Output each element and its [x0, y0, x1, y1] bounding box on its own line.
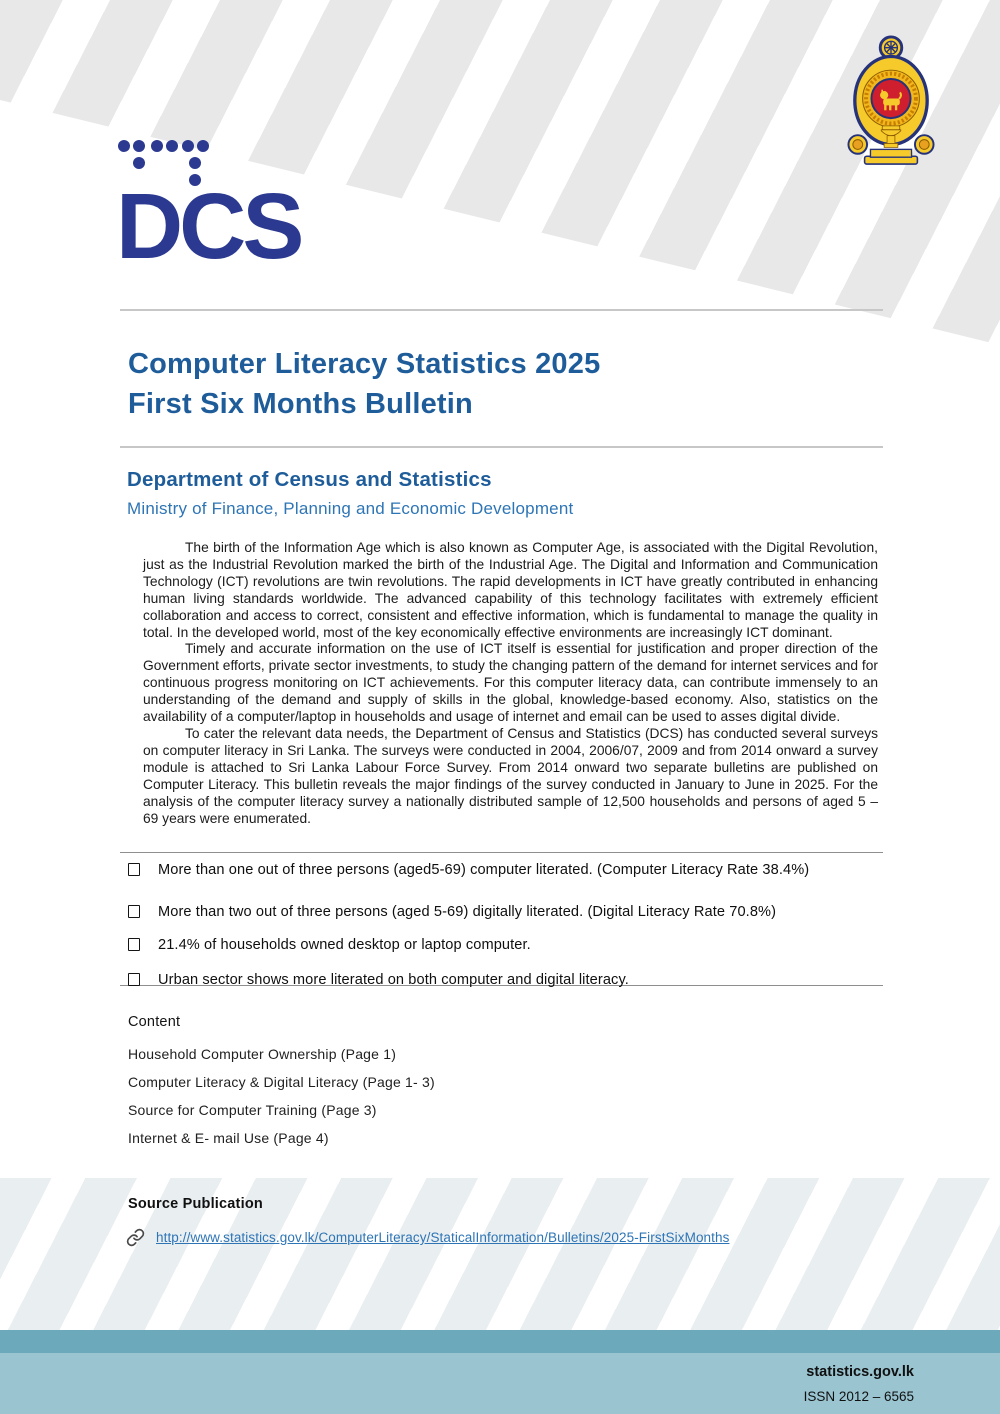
key-finding-text: 21.4% of households owned desktop or laptop computer.: [158, 937, 531, 953]
footer-light-band: [0, 1353, 1000, 1414]
key-finding-text: More than one out of three persons (aged5-69) computer literated. (Computer Literacy Rate 38.4%): [158, 862, 810, 878]
dcs-logo-text: DCS: [116, 174, 301, 278]
key-finding-text: More than two out of three persons (aged 5-69) digitally literated. (Digital Literacy Rate 70.8%): [158, 904, 777, 920]
horizontal-divider: [120, 309, 883, 311]
source-publication-link[interactable]: http://www.statistics.gov.lk/ComputerLiteracy/StaticalInformation/Bulletins/2025-FirstSixMonths: [156, 1230, 730, 1245]
key-finding-item: [128, 936, 883, 954]
open-square-checkbox-icon: [128, 973, 140, 986]
key-finding-text: Urban sector shows more literated on both computer and digital literacy.: [158, 972, 629, 988]
content-item: Source for Computer Training (Page 3): [128, 1102, 377, 1118]
page-title: [128, 344, 600, 424]
department-name: Department of Census and Statistics: [127, 468, 492, 491]
footer-dark-band: [0, 1330, 1000, 1353]
introduction-text: [143, 540, 878, 827]
open-square-checkbox-icon: [128, 863, 140, 876]
source-link-row: [126, 1228, 729, 1247]
sri-lanka-emblem-icon: [841, 34, 941, 166]
open-square-checkbox-icon: [128, 938, 140, 951]
footer-issn: ISSN 2012 – 6565: [803, 1389, 914, 1404]
horizontal-divider: [120, 446, 883, 448]
key-finding-item: [128, 903, 883, 921]
source-publication-heading: Source Publication: [128, 1196, 263, 1212]
intro-paragraph: The birth of the Information Age which is also known as Computer Age, is associated with the Digital Revolution, just as the Industrial Revolution marked the birth of the Industrial Age. The Digital and Information and Communication Technology (ICT) revolutions are twin revolutions. The rapid developments in ICT have greatly contributed in enhancing human living standards worldwide. The advanced capability of this technology facilitates with extremely efficient collaboration and access to correct, consistent and effective information, which is fundamental to manage the quality in total. In the developed world, most of the key economically effective environments are increasingly ICT dominant.: [143, 540, 878, 640]
open-square-checkbox-icon: [128, 905, 140, 918]
footer-website: statistics.gov.lk: [806, 1364, 914, 1380]
ministry-name: Ministry of Finance, Planning and Economic Development: [127, 499, 574, 518]
dcs-logo: [116, 140, 318, 278]
content-heading: Content: [128, 1014, 181, 1030]
key-finding-item: [128, 971, 883, 989]
title-line-1: Computer Literacy Statistics 2025: [128, 348, 601, 380]
table-of-contents: [128, 1012, 728, 1152]
intro-paragraph: Timely and accurate information on the use of ICT itself is essential for justification and proper direction of the Government efforts, private sector investments, to study the changing pattern of the demand for internet services and for continuous progress monitoring on ICT achievements. For this computer literacy data, can contribute immensely to an understanding of the demand and supply of skills in the global, knowledge-based economy. Also, statistics on the availability of a computer/laptop in households and usage of internet and email can be used to asses digital divide.: [143, 641, 878, 725]
title-line-2: First Six Months Bulletin: [128, 388, 473, 420]
intro-paragraph: To cater the relevant data needs, the Department of Census and Statistics (DCS) has conducted several surveys on computer literacy in Sri Lanka. The surveys were conducted in 2004, 2006/07, 2009 and from 2014 onward a survey module is attached to Sri Lanka Labour Force Survey. From 2014 onward two separate bulletins are published on Computer Literacy. This bulletin reveals the major findings of the survey conducted in January to June in 2025. For the analysis of the computer literacy survey a nationally distributed sample of 12,500 households and persons of aged 5 – 69 years were enumerated.: [143, 725, 878, 826]
content-item: Internet & E- mail Use (Page 4): [128, 1130, 329, 1146]
content-item: Household Computer Ownership (Page 1): [128, 1046, 397, 1062]
content-item: Computer Literacy & Digital Literacy (Page 1- 3): [128, 1074, 435, 1090]
key-findings-box: [120, 852, 883, 986]
chain-link-icon: [126, 1228, 145, 1247]
key-finding-item: [128, 861, 883, 879]
